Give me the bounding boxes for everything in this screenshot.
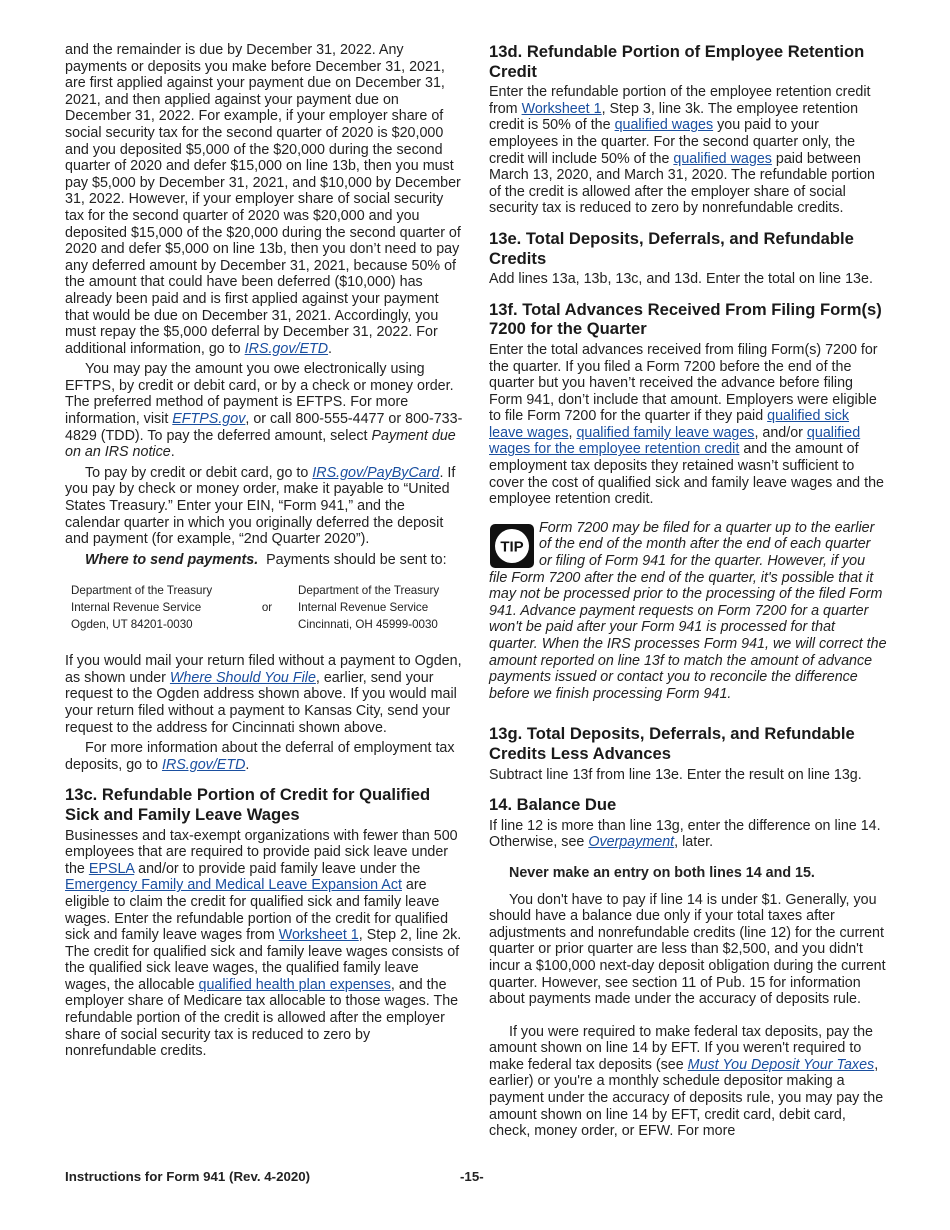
paragraph-balance-info: You don't have to pay if line 14 is under $1. Generally, you should have a balance due only if your total taxes after adjustments and nonrefundable credits (line 12) for the current quarter or prior quarter are less than $2,500, and you didn't incur a $100,000 next-day deposit obligation during the current quarter. However, see section 11 of Pub. 15 for information about payments made under the accuracy of deposits rule. <box>489 891 886 1008</box>
paragraph-payment-methods: You may pay the amount you owe electronically using EFTPS, by credit or debit card, or by a check or money order. The preferred method of payment is EFTPS. For more information, visit EFTPS.gov, or call 800-555-4477 or 800-733-4829 (TDD). To pay the deferred amount, select Payment due on an IRS notice. <box>65 361 463 461</box>
tip-label: TIP <box>500 538 524 556</box>
paragraph-13d: Enter the refundable portion of the employee retention credit from Worksheet 1, Step 3, line 3k. The employee retention credit is 50% of the qualified wages you paid to your employees in the quarter. For the second quarter only, the credit will include 50% of the qualified wages paid between March 13, 2020, and March 31, 2020. The refundable portion of the credit is allowed after the employer share of social security tax is reduced to zero by nonrefundable credits. <box>489 84 876 217</box>
left-column <box>65 42 463 1060</box>
footer-form-title: Instructions for Form 941 (Rev. 4-2020) <box>65 1169 311 1184</box>
tip-icon <box>489 523 535 569</box>
qualified-family-leave-wages-link[interactable]: qualified family leave wages <box>576 424 755 441</box>
qualified-wages-link[interactable]: qualified wages <box>673 150 772 167</box>
overpayment-link[interactable]: Overpayment <box>588 834 675 851</box>
paragraph-deferral-example: and the remainder is due by December 31, 2022. Any payments or deposits you make before December 31, 2021, are first applied against your payment due on December 31, 2021, and then applied against your payment due on December 31, 2022. For example, if your employer share of social security tax for the second quarter of 2020 is $20,000 and you deposited $5,000 of the $20,000 during the second quarter of 2020 and defer $15,000 on line 13b, then you must pay $5,000 by December 31, 2021, and $10,000 by December 31, 2022. However, if your employer share of social security tax for the second quarter of 2020 was $20,000 and you deposited $15,000 of the $20,000 during the second quarter of 2020 and defer $5,000 on line 13b, then you don’t need to pay any deferred amount by December 31, 2021, because 50% of the amount that could have been deferred ($10,000) has already been paid and is first applied against your payment that would be due on December 31, 2021. Accordingly, you must repay the $5,000 deferral by December 31, 2022. For additional information, go to IRS.gov/ETD. <box>65 42 461 357</box>
address-cincinnati-line: Cincinnati, OH 45999-0030 <box>298 617 438 631</box>
irs-etd-link[interactable]: IRS.gov/ETD <box>244 340 329 357</box>
must-you-deposit-link[interactable]: Must You Deposit Your Taxes <box>687 1056 875 1073</box>
eftps-link[interactable]: EFTPS.gov <box>172 411 246 428</box>
paragraph-pay-by-card: To pay by credit or debit card, go to IRS.gov/PayByCard. If you pay by check or money order, make it payable to “United States Treasury.” Enter your EIN, “Form 941,” and the calendar quarter in which you originally deferred the deposit and payment (for example, “2nd Quarter 2020”). <box>65 464 456 548</box>
address-ogden-line: Internal Revenue Service <box>71 601 202 614</box>
worksheet-1-link[interactable]: Worksheet 1 <box>521 100 602 117</box>
address-or: or <box>261 601 273 614</box>
qualified-sick-leave-wages-link[interactable]: qualified sick leave wages <box>489 408 849 441</box>
heading-13d: 13d. Refundable Portion of Employee Retention Credit <box>489 42 865 81</box>
irs-etd-link[interactable]: IRS.gov/ETD <box>161 756 246 773</box>
address-cincinnati-line: Department of the Treasury <box>298 584 440 598</box>
paragraph-mail-return: If you would mail your return filed without a payment to Ogden, as shown under Where Should You File, earlier, send your request to the Ogden address shown above. If you would mail your return filed without a payment to Kansas City, send your request to the address for Cincinnati shown above. <box>65 653 462 736</box>
right-column <box>489 42 887 1140</box>
heading-13c: 13c. Refundable Portion of Credit for Qualified Sick and Family Leave Wages <box>65 785 431 824</box>
paragraph-14: If line 12 is more than line 13g, enter the difference on line 14. Otherwise, see Overpayment, later. <box>489 817 881 851</box>
paragraph-13c: Businesses and tax-exempt organizations with fewer than 500 employees that are required to provide paid sick leave under the EPSLA and/or to provide paid family leave under the Emergency Family and Medical Leave Expansion Act are eligible to claim the credit for qualified sick and family leave wages. Enter the refundable portion of the credit for qualified sick and family leave wages from Worksheet 1, Step 2, line 2k. The credit for qualified sick and family leave wages consists of the qualified sick leave wages, the qualified family leave wages, the allocable qualified health plan expenses, and the employer share of Medicare tax allocable to those wages. The refundable portion of the credit is allowed after the employer share of social security tax is reduced to zero by nonrefundable credits. <box>65 827 462 1060</box>
qualified-wages-link[interactable]: qualified wages <box>614 117 714 134</box>
address-table <box>65 583 463 633</box>
efmlea-link[interactable]: Emergency Family and Medical Leave Expansion Act <box>65 877 402 894</box>
epsla-link[interactable]: EPSLA <box>88 860 135 877</box>
paragraph-13e: Add lines 13a, 13b, 13c, and 13d. Enter the total on line 13e. <box>489 271 873 288</box>
address-ogden-line: Department of the Treasury <box>71 584 213 598</box>
heading-14: 14. Balance Due <box>489 795 617 815</box>
paragraph-13g: Subtract line 13f from line 13e. Enter the result on line 13g. <box>489 766 862 783</box>
heading-13g: 13g. Total Deposits, Deferrals, and Refundable Credits Less Advances <box>489 724 855 763</box>
paragraph-eft-payment: If you were required to make federal tax deposits, pay the amount shown on line 14 by EFT. If you weren't required to make federal tax deposits (see Must You Deposit Your Taxes, earlier) or you're a monthly schedule depositor making a payment under the accuracy of deposits rule, you may pay the amount shown on line 14 by EFT, credit card, debit card, check, money order, or EFW. For more <box>489 1023 884 1140</box>
qualified-wages-retention-link[interactable]: qualified wages for the employee retention credit <box>489 424 861 458</box>
tip-text: Form 7200 may be filed for a quarter up to the earlier of the end of the month after the end of each quarter or filing of Form 941 for the quarter. However, if you file Form 7200 after the end of the quarter, it's possible that it may not be processed prior to the processing of the filed Form 941. Advance payment requests on Form 7200 for a quarter won't be paid after your Form 941 is processed for that quarter. When the IRS processes Form 941, we will correct the amount reported on line 13f to match the amount of advance payments issued or contact you to reconcile the difference before we finish processing Form 941. <box>489 519 887 702</box>
tip-box <box>489 520 887 703</box>
paragraph-more-info: For more information about the deferral of employment tax deposits, go to IRS.gov/ETD. <box>65 740 455 773</box>
pay-by-card-link[interactable]: IRS.gov/PayByCard <box>312 464 440 481</box>
where-should-you-file-link[interactable]: Where Should You File <box>169 669 316 686</box>
page-number: -15- <box>460 1169 484 1184</box>
heading-13e: 13e. Total Deposits, Deferrals, and Refundable Credits <box>489 228 854 268</box>
never-entry-note: Never make an entry on both lines 14 and 15. <box>509 864 815 881</box>
address-ogden-line: Ogden, UT 84201-0030 <box>71 617 193 631</box>
paragraph-where-to-send: Where to send payments. Payments should be sent to: <box>85 551 447 568</box>
heading-13f: 13f. Total Advances Received From Filing Form(s) 7200 for the Quarter <box>489 299 882 339</box>
worksheet-1-link[interactable]: Worksheet 1 <box>278 927 359 944</box>
qualified-health-plan-expenses-link[interactable]: qualified health plan expenses <box>198 976 391 993</box>
address-cincinnati-line: Internal Revenue Service <box>298 601 429 614</box>
paragraph-13f: Enter the total advances received from filing Form(s) 7200 for the quarter. If you filed a Form 7200 before the end of the quarter but you haven’t received the advance before filing Form 941, don’t include that amount. Employers were eligible to file Form 7200 for the quarter if they paid qualified sick leave wages, qualified family leave wages, and/or qualified wages for the employee retention credit and the amount of employment tax deposits they retained wasn’t sufficient to cover the cost of qualified sick and family leave wages and the employee retention credit. <box>489 341 884 508</box>
